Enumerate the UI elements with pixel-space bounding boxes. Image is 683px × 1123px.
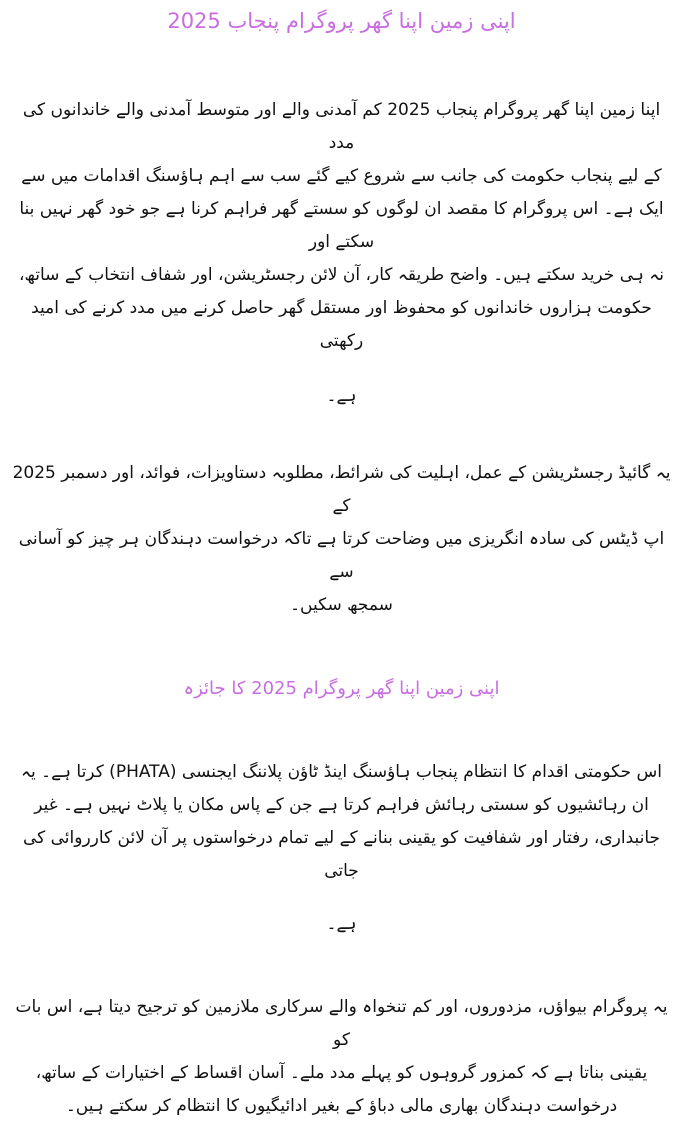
text-line: ہے۔ xyxy=(326,386,357,406)
text-line: درخواست دہندگان بھاری مالی دباؤ کے بغیر ادائیگیوں کا انتظام کر سکتے ہیں۔ xyxy=(65,1096,618,1116)
intro-paragraph xyxy=(10,94,673,413)
text-line: حکومت ہزاروں خاندانوں کو محفوظ اور مستقل گھر حاصل کرنے میں مدد کرنے کی امید رکھتی xyxy=(31,298,652,351)
text-line: یہ گائیڈ رجسٹریشن کے عمل، اہلیت کی شرائط، مطلوبہ دستاویزات، فوائد، اور دسمبر 2025 کے xyxy=(12,463,671,516)
section-heading: اپنی زمین اپنا گھر پروگرام 2025 کا جائزہ xyxy=(183,678,500,699)
text-line: یہ پروگرام بیواؤں، مزدوروں، اور کم تنخواہ والے سرکاری ملازمین کو ترجیح دیتا ہے، اس بات کو xyxy=(15,997,668,1050)
text-line: اپنا زمین اپنا گھر پروگرام پنجاب 2025 کم آمدنی والے اور متوسط آمدنی والے خاندانوں کی مدد xyxy=(22,100,661,153)
page-title: اپنی زمین اپنا گھر پروگرام پنجاب 2025 xyxy=(167,9,516,33)
text-line: جانبداری، رفتار اور شفافیت کو یقینی بنانے کے لیے تمام درخواستوں پر آن لائن کارروائی کی جاتی xyxy=(22,828,661,881)
overview-paragraph xyxy=(10,756,673,941)
text-line: ان رہائشیوں کو سستی رہائش فراہم کرتا ہے جن کے پاس مکان یا پلاٹ نہیں ہے۔ غیر xyxy=(34,795,649,815)
priority-paragraph xyxy=(10,991,673,1123)
text-line: یقینی بناتا ہے کہ کمزور گروہوں کو پہلے مدد ملے۔ آسان اقساط کے اختیارات کے ساتھ، xyxy=(35,1063,648,1083)
text-line: کے لیے پنجاب حکومت کی جانب سے شروع کیے گئے سب سے اہم ہاؤسنگ اقدامات میں سے xyxy=(21,166,662,186)
text-line: اس حکومتی اقدام کا انتظام پنجاب ہاؤسنگ اینڈ ٹاؤن پلاننگ ایجنسی (PHATA) کرتا ہے۔ یہ xyxy=(21,762,662,782)
text-line: ایک ہے۔ اس پروگرام کا مقصد ان لوگوں کو سستے گھر فراہم کرنا ہے جو خود گھر نہیں بنا سکتے اور xyxy=(19,199,664,252)
text-line: نہ ہی خرید سکتے ہیں۔ واضح طریقہ کار، آن لائن رجسٹریشن، اور شفاف انتخاب کے ساتھ، xyxy=(19,265,664,285)
text-line: ہے۔ xyxy=(326,914,357,934)
document xyxy=(10,0,673,1123)
guide-paragraph xyxy=(10,457,673,622)
text-line: سمجھ سکیں۔ xyxy=(290,595,393,615)
text-line: اپ ڈیٹس کی سادہ انگریزی میں وضاحت کرتا ہے تاکہ درخواست دہندگان ہر چیز کو آسانی سے xyxy=(18,529,665,582)
